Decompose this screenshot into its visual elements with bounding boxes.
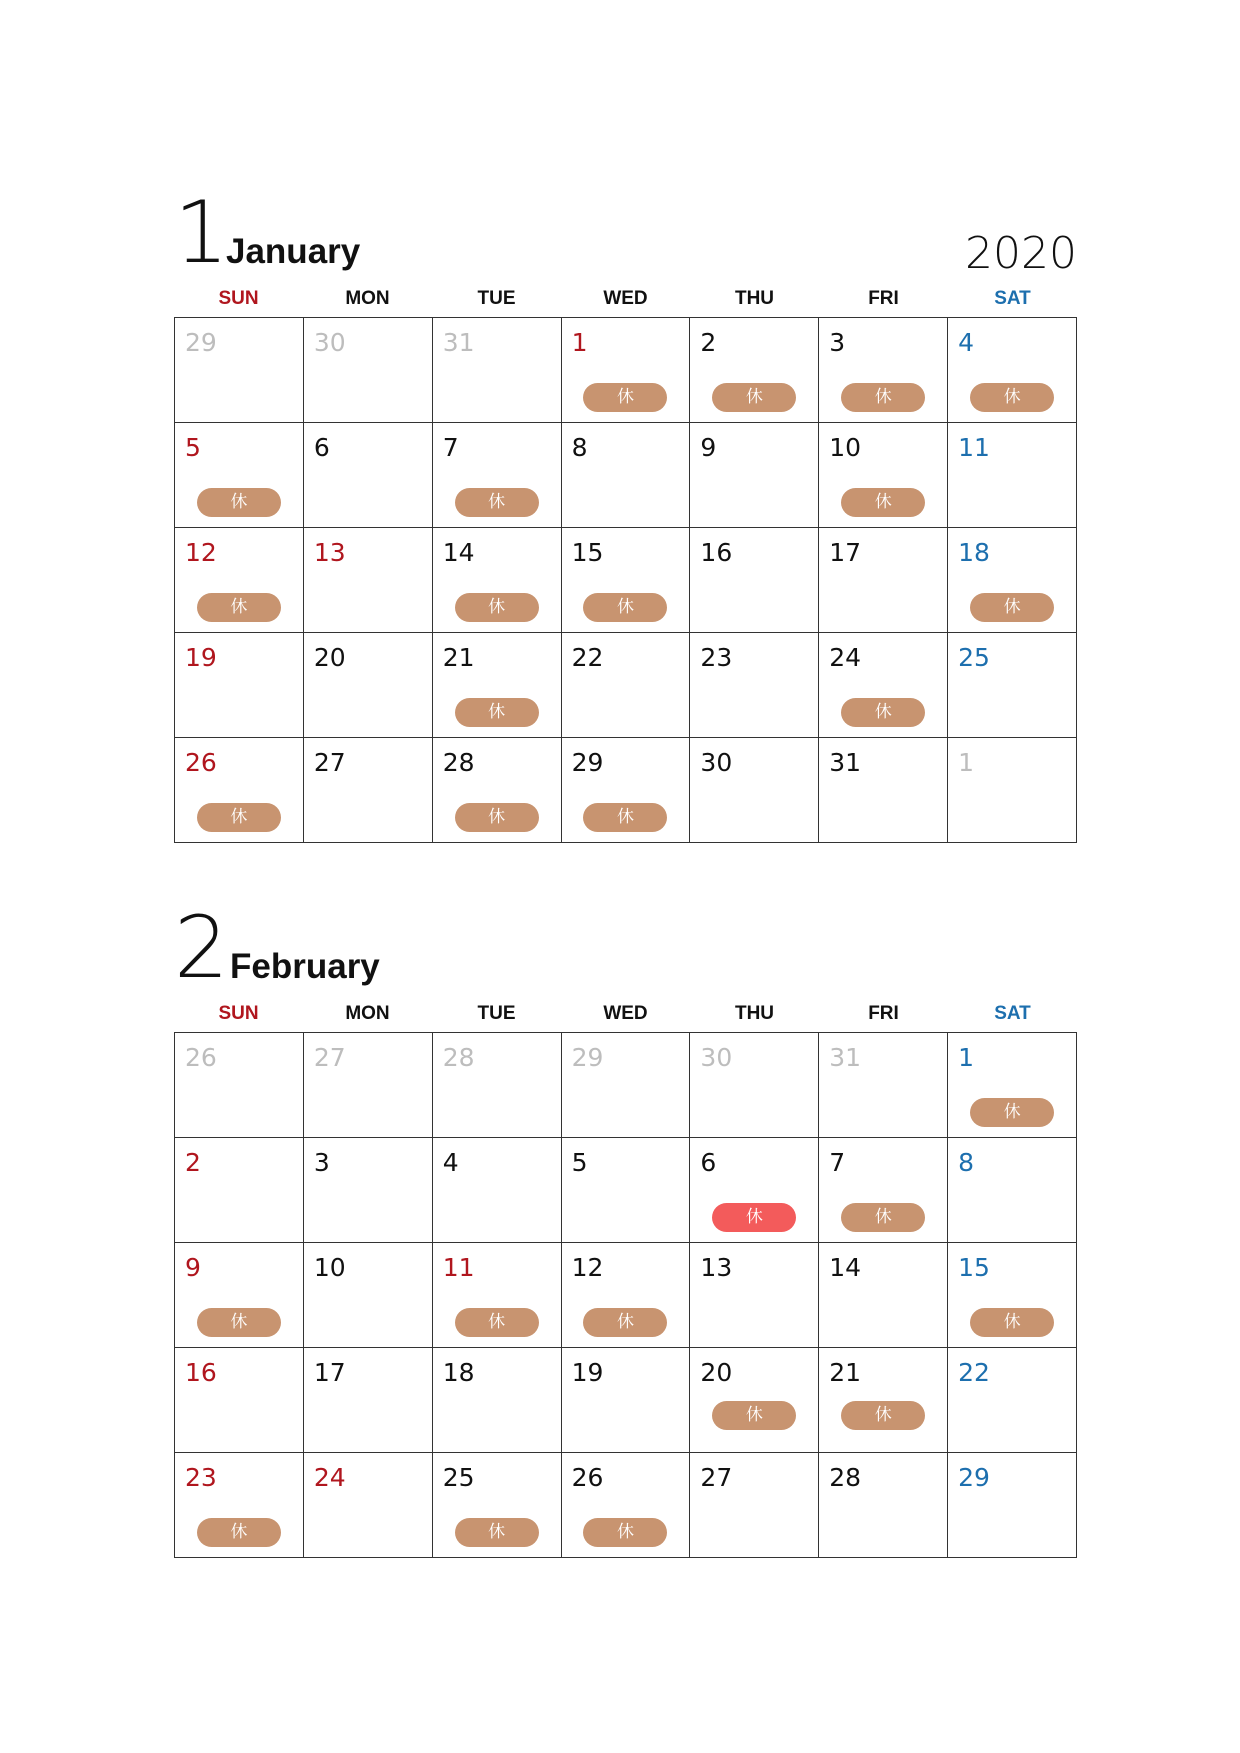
day-number: 15 [571,538,604,567]
day-cell [175,1453,304,1558]
day-number: 13 [313,538,346,567]
day-cell [562,738,691,843]
weekday-mon: MON [345,1003,390,1024]
special-closed-badge: 休 [712,1203,796,1232]
weekday-header [174,285,1077,312]
day-cell [948,318,1077,423]
day-cell [948,1243,1077,1348]
month-name: January [226,232,361,271]
day-number: 7 [442,433,459,462]
day-number: 3 [313,1148,330,1177]
day-cell [433,1243,562,1348]
day-cell [175,1138,304,1243]
day-number: 25 [442,1463,475,1492]
day-number: 30 [313,328,346,357]
day-cell [819,1453,948,1558]
day-cell [175,1033,304,1138]
day-number: 14 [442,538,475,567]
day-cell [304,1453,433,1558]
day-number: 27 [700,1463,733,1492]
day-cell [562,423,691,528]
day-number: 31 [829,1043,862,1072]
day-number: 9 [700,433,717,462]
day-number: 30 [700,748,733,777]
closed-day-badge: 休 [197,803,281,832]
weekday-tue: TUE [477,288,516,309]
weekday-fri: FRI [868,288,899,309]
day-number: 19 [185,643,217,672]
weekday-sat: SAT [994,1003,1031,1024]
day-number: 2 [185,1148,201,1177]
day-number: 17 [313,1358,346,1387]
weekday-wed: WED [603,288,648,309]
day-number: 24 [313,1463,346,1492]
day-cell [562,1348,691,1453]
day-number: 4 [442,1148,459,1177]
day-number: 27 [313,748,346,777]
day-number: 4 [958,328,975,357]
day-number: 20 [313,643,346,672]
closed-day-badge: 休 [970,383,1054,412]
day-cell [948,423,1077,528]
day-number: 5 [571,1148,588,1177]
day-number: 10 [829,433,862,462]
day-number: 24 [829,643,862,672]
day-cell [433,1138,562,1243]
day-number: 31 [442,328,475,357]
closed-day-badge: 休 [197,1308,281,1337]
day-number: 13 [700,1253,733,1282]
day-cell [819,318,948,423]
day-cell [433,423,562,528]
day-number: 1 [958,1043,975,1072]
day-cell [304,1033,433,1138]
day-cell [948,1453,1077,1558]
day-cell [433,738,562,843]
day-cell [304,633,433,738]
day-cell [948,738,1077,843]
day-cell [819,1348,948,1453]
day-cell [948,1033,1077,1138]
day-cell [304,318,433,423]
day-number: 22 [571,643,604,672]
closed-day-badge: 休 [583,1518,667,1547]
closed-day-badge: 休 [455,593,539,622]
day-number: 14 [829,1253,862,1282]
day-cell [690,528,819,633]
day-cell [562,1453,691,1558]
closed-day-badge: 休 [841,1401,925,1430]
day-number: 5 [185,433,201,462]
day-number: 22 [958,1358,990,1387]
closed-day-badge: 休 [841,698,925,727]
calendar-grid [174,1032,1077,1558]
day-number: 20 [700,1358,733,1387]
month-name: February [230,947,380,986]
day-number: 25 [958,643,990,672]
weekday-thu: THU [734,288,775,309]
day-cell [948,633,1077,738]
month-number: 2 [174,898,229,998]
day-number: 28 [442,748,475,777]
closed-day-badge: 休 [712,1401,796,1430]
month-february [174,898,1077,1558]
month-number: 1 [174,183,229,283]
day-number: 1 [571,328,588,357]
day-cell [175,528,304,633]
closed-day-badge: 休 [970,1308,1054,1337]
day-cell [175,738,304,843]
day-number: 23 [185,1463,217,1492]
closed-day-badge: 休 [455,698,539,727]
day-cell [562,633,691,738]
weekday-sun: SUN [218,1003,259,1024]
day-number: 21 [442,643,475,672]
day-cell [690,633,819,738]
closed-day-badge: 休 [970,593,1054,622]
day-cell [819,633,948,738]
closed-day-badge: 休 [841,1203,925,1232]
day-number: 8 [571,433,588,462]
day-number: 9 [185,1253,201,1282]
day-cell [948,528,1077,633]
closed-day-badge: 休 [197,593,281,622]
day-number: 8 [958,1148,975,1177]
month-january [174,183,1077,843]
day-number: 3 [829,328,846,357]
closed-day-badge: 休 [197,1518,281,1547]
day-cell [819,1243,948,1348]
day-cell [562,1243,691,1348]
weekday-thu: THU [734,1003,775,1024]
day-number: 29 [571,1043,604,1072]
closed-day-badge: 休 [841,488,925,517]
day-number: 19 [571,1358,604,1387]
day-number: 29 [958,1463,990,1492]
day-cell [433,1348,562,1453]
closed-day-badge: 休 [583,803,667,832]
day-number: 30 [700,1043,733,1072]
day-number: 18 [958,538,990,567]
day-number: 10 [313,1253,346,1282]
weekday-header [174,1000,1077,1027]
day-number: 28 [442,1043,475,1072]
day-number: 15 [958,1253,990,1282]
day-cell [690,318,819,423]
day-cell [690,738,819,843]
day-number: 18 [442,1358,475,1387]
day-cell [304,528,433,633]
day-number: 6 [313,433,330,462]
closed-day-badge: 休 [583,383,667,412]
day-cell [433,633,562,738]
day-cell [175,423,304,528]
day-cell [304,1348,433,1453]
day-cell [819,1138,948,1243]
closed-day-badge: 休 [841,383,925,412]
weekday-mon: MON [345,288,390,309]
day-number: 11 [442,1253,475,1282]
day-number: 29 [185,328,217,357]
closed-day-badge: 休 [970,1098,1054,1127]
day-cell [562,318,691,423]
closed-day-badge: 休 [455,1518,539,1547]
month-header [174,183,1077,285]
day-cell [690,1453,819,1558]
day-number: 29 [571,748,604,777]
day-cell [433,528,562,633]
day-number: 2 [700,328,717,357]
closed-day-badge: 休 [455,803,539,832]
day-cell [304,423,433,528]
day-number: 6 [700,1148,717,1177]
year-label: 2020 [965,228,1077,279]
day-number: 1 [958,748,975,777]
day-cell [562,1138,691,1243]
weekday-tue: TUE [477,1003,516,1024]
day-cell [819,1033,948,1138]
day-cell [690,1138,819,1243]
calendar-grid [174,317,1077,843]
day-number: 17 [829,538,862,567]
day-cell [304,1138,433,1243]
closed-day-badge: 休 [455,488,539,517]
day-number: 26 [185,748,217,777]
day-number: 23 [700,643,733,672]
day-number: 26 [185,1043,217,1072]
day-cell [562,1033,691,1138]
closed-day-badge: 休 [455,1308,539,1337]
day-cell [562,528,691,633]
day-cell [819,423,948,528]
closed-day-badge: 休 [583,1308,667,1337]
day-cell [433,1453,562,1558]
closed-day-badge: 休 [712,383,796,412]
day-number: 16 [700,538,733,567]
weekday-sat: SAT [994,288,1031,309]
day-cell [690,1243,819,1348]
day-number: 11 [958,433,990,462]
day-cell [433,1033,562,1138]
day-cell [304,738,433,843]
day-cell [690,423,819,528]
day-cell [819,528,948,633]
day-number: 26 [571,1463,604,1492]
weekday-fri: FRI [868,1003,899,1024]
closed-day-badge: 休 [583,593,667,622]
day-number: 7 [829,1148,846,1177]
day-number: 16 [185,1358,217,1387]
day-number: 27 [313,1043,346,1072]
day-cell [304,1243,433,1348]
weekday-sun: SUN [218,288,259,309]
day-number: 28 [829,1463,862,1492]
day-number: 12 [185,538,217,567]
day-number: 21 [829,1358,862,1387]
closed-day-badge: 休 [197,488,281,517]
day-cell [175,318,304,423]
day-cell [690,1033,819,1138]
day-cell [948,1138,1077,1243]
day-cell [690,1348,819,1453]
month-header [174,898,1077,1000]
day-cell [175,1348,304,1453]
day-cell [819,738,948,843]
day-cell [175,633,304,738]
weekday-wed: WED [603,1003,648,1024]
day-cell [433,318,562,423]
day-cell [948,1348,1077,1453]
day-cell [175,1243,304,1348]
day-number: 12 [571,1253,604,1282]
day-number: 31 [829,748,862,777]
